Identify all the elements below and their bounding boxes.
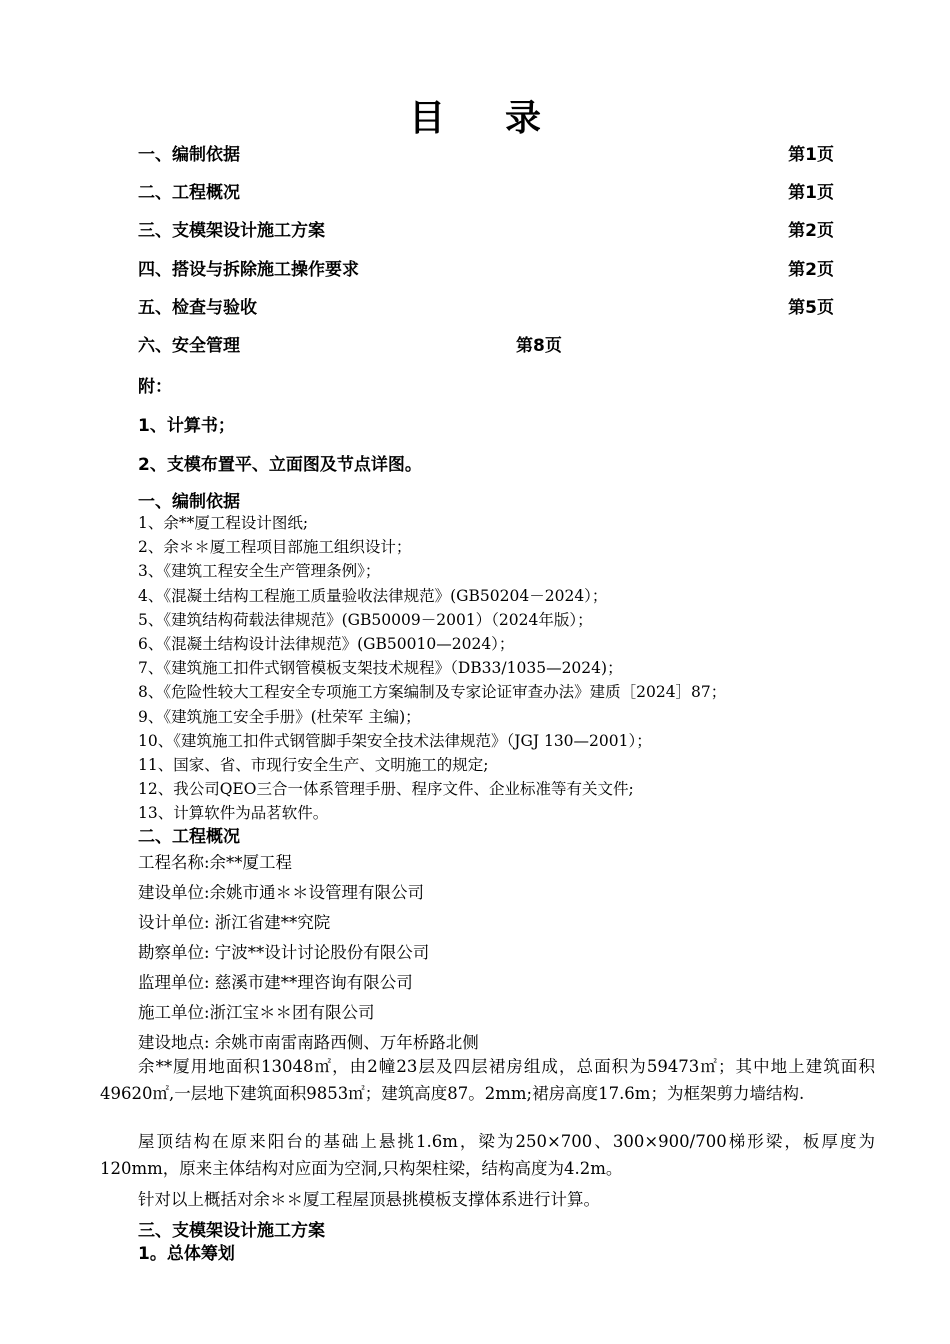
toc-item[interactable]: [138, 293, 838, 317]
project-info-line: 工程名称:余**厦工程: [138, 853, 293, 872]
overview-paragraph: 针对以上概括对余＊＊厦工程屋顶悬挑模板支撑体系进行计算。: [138, 1190, 600, 1209]
toc-item-page: 第1页: [788, 145, 834, 165]
toc-item[interactable]: [138, 331, 838, 355]
toc-item-page: 第1页: [788, 183, 834, 203]
toc-item[interactable]: [138, 140, 838, 164]
reference-item: 4、《混凝土结构工程施工质量验收法律规范》(GB50204－2024）；: [138, 586, 608, 605]
reference-item: 8、《危险性较大工程安全专项施工方案编制及专家论证审查办法》建质［2024］87；: [138, 683, 727, 702]
subsection-heading: 1。总体筹划: [138, 1244, 235, 1264]
reference-item: 13、计算软件为品茗软件。: [138, 804, 329, 823]
reference-list: [138, 511, 858, 825]
section-heading: 一、编制依据: [138, 492, 240, 512]
reference-item: 12、我公司QEO三合一体系管理手册、程序文件、企业标准等有关文件;: [138, 780, 634, 799]
appendix-item: 1、计算书；: [138, 416, 235, 436]
toc-item-page: 第5页: [788, 298, 834, 318]
toc-item[interactable]: [138, 216, 838, 240]
appendix-item: 2、支模布置平、立面图及节点详图。: [138, 455, 422, 475]
reference-item: 2、余＊＊厦工程项目部施工组织设计；: [138, 538, 412, 557]
reference-item: 9、《建筑施工安全手册》(杜荣军 主编)；: [138, 707, 421, 726]
reference-item: 7、《建筑施工扣件式钢管模板支架技术规程》（DB33/1035—2024)；: [138, 659, 623, 678]
toc-item[interactable]: [138, 178, 838, 202]
toc-item-label: 三、支模架设计施工方案: [138, 221, 325, 241]
toc-item-label: 二、工程概况: [138, 183, 240, 203]
project-info-line: 设计单位: 浙江省建**究院: [138, 913, 331, 932]
toc-item-page: 第8页: [516, 336, 562, 356]
toc-item-label: 一、编制依据: [138, 145, 240, 165]
section-heading: 三、支模架设计施工方案: [138, 1221, 325, 1241]
project-info-line: 施工单位:浙江宝＊＊团有限公司: [138, 1003, 375, 1022]
section-heading: 二、工程概况: [138, 827, 240, 847]
project-info-line: 勘察单位: 宁波**设计讨论股份有限公司: [138, 943, 430, 962]
reference-item: 5、《建筑结构荷载法律规范》(GB50009－2001）（2024年版）；: [138, 610, 593, 629]
project-info-line: 建设地点: 余姚市南雷南路西侧、万年桥路北侧: [138, 1033, 479, 1052]
toc-item-label: 六、安全管理: [138, 336, 240, 356]
toc-item-label: 四、搭设与拆除施工操作要求: [138, 260, 359, 280]
overview-paragraph: 屋顶结构在原来阳台的基础上悬挑1.6m，梁为250×700、300×900/700梯形梁，板厚度为120mm，原来主体结构对应面为空洞,只构架柱梁，结构高度为4.2m。: [100, 1132, 875, 1178]
project-info-line: 监理单位: 慈溪市建**理咨询有限公司: [138, 973, 413, 992]
toc-item-page: 第2页: [788, 260, 834, 280]
project-info-line: 建设单位:余姚市通＊＊设管理有限公司: [138, 883, 425, 902]
toc-title: 目录: [408, 98, 601, 139]
toc-item[interactable]: [138, 255, 838, 279]
reference-item: 3、《建筑工程安全生产管理条例》；: [138, 562, 381, 581]
toc-item-page: 第2页: [788, 221, 834, 241]
reference-item: 10、《建筑施工扣件式钢管脚手架安全技术法律规范》（JGJ 130—2001）；: [138, 731, 652, 750]
appendix-label: 附：: [138, 377, 172, 397]
reference-item: 6、《混凝土结构设计法律规范》(GB50010—2024）；: [138, 634, 515, 653]
reference-item: 11、国家、省、市现行安全生产、文明施工的规定;: [138, 755, 489, 774]
toc-item-label: 五、检查与验收: [138, 298, 257, 318]
overview-paragraph: 余**厦用地面积13048㎡，由2幢23层及四层裙房组成，总面积为59473㎡；其中地上建筑面积49620㎡,一层地下建筑面积9853㎡；建筑高度87。2mm;裙房高度17.6m；为框架剪力墙结构.: [100, 1057, 875, 1103]
reference-item: 1、余**厦工程设计图纸;: [138, 514, 309, 532]
